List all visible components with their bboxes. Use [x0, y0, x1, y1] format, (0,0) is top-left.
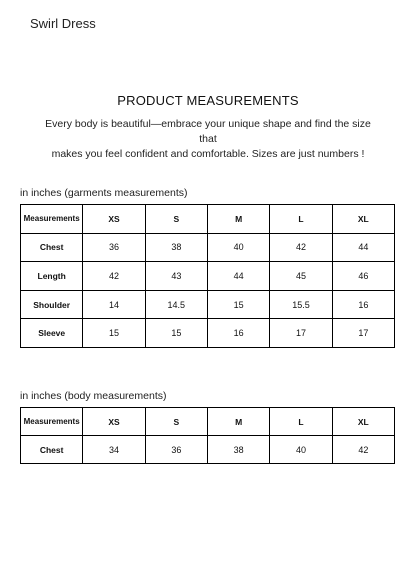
intro-text [40, 117, 376, 162]
product-name: Swirl Dress [30, 16, 96, 31]
table-cell: 36 [145, 436, 207, 464]
table-row [21, 436, 395, 464]
header-cell: M [207, 408, 269, 436]
page-title: PRODUCT MEASUREMENTS [117, 93, 299, 108]
table-row [21, 319, 395, 348]
table-cell: 38 [145, 233, 207, 262]
garment-caption: in inches (garments measurements) [20, 187, 188, 199]
table-cell: 16 [332, 290, 394, 319]
table-cell: 14.5 [145, 290, 207, 319]
table-cell: 15 [207, 290, 269, 319]
table-header-row [21, 205, 395, 234]
header-cell: S [145, 408, 207, 436]
header-cell: S [145, 205, 207, 234]
table-cell: 14 [83, 290, 145, 319]
header-cell: Measurements [21, 408, 83, 436]
table-row [21, 262, 395, 291]
garment-measurements-table [20, 204, 395, 348]
table-cell: 42 [83, 262, 145, 291]
table-cell: 43 [145, 262, 207, 291]
table-cell: 34 [83, 436, 145, 464]
header-cell: XS [83, 205, 145, 234]
table-cell: 46 [332, 262, 394, 291]
table-cell: 44 [207, 262, 269, 291]
table-cell: 17 [332, 319, 394, 348]
header-cell: L [270, 205, 332, 234]
table-cell: 45 [270, 262, 332, 291]
table-cell: 16 [207, 319, 269, 348]
table-cell: 42 [332, 436, 394, 464]
row-label: Length [21, 262, 83, 291]
table-cell: 15.5 [270, 290, 332, 319]
table-row [21, 290, 395, 319]
row-label: Chest [21, 233, 83, 262]
table-cell: 42 [270, 233, 332, 262]
table-cell: 40 [270, 436, 332, 464]
table-cell: 38 [207, 436, 269, 464]
header-cell: XL [332, 205, 394, 234]
body-caption: in inches (body measurements) [20, 390, 167, 402]
table-cell: 44 [332, 233, 394, 262]
row-label: Shoulder [21, 290, 83, 319]
intro-line: Every body is beautiful—embrace your unique shape and find the size that [45, 118, 371, 145]
header-cell: XS [83, 408, 145, 436]
header-cell: L [270, 408, 332, 436]
body-measurements-table [20, 407, 395, 464]
header-cell: XL [332, 408, 394, 436]
table-row [21, 233, 395, 262]
table-cell: 15 [145, 319, 207, 348]
table-cell: 36 [83, 233, 145, 262]
row-label: Chest [21, 436, 83, 464]
header-cell: M [207, 205, 269, 234]
table-header-row [21, 408, 395, 436]
table-cell: 17 [270, 319, 332, 348]
table-cell: 40 [207, 233, 269, 262]
header-cell: Measurements [21, 205, 83, 234]
table-cell: 15 [83, 319, 145, 348]
row-label: Sleeve [21, 319, 83, 348]
intro-line: makes you feel confident and comfortable. Sizes are just numbers ! [51, 148, 365, 160]
